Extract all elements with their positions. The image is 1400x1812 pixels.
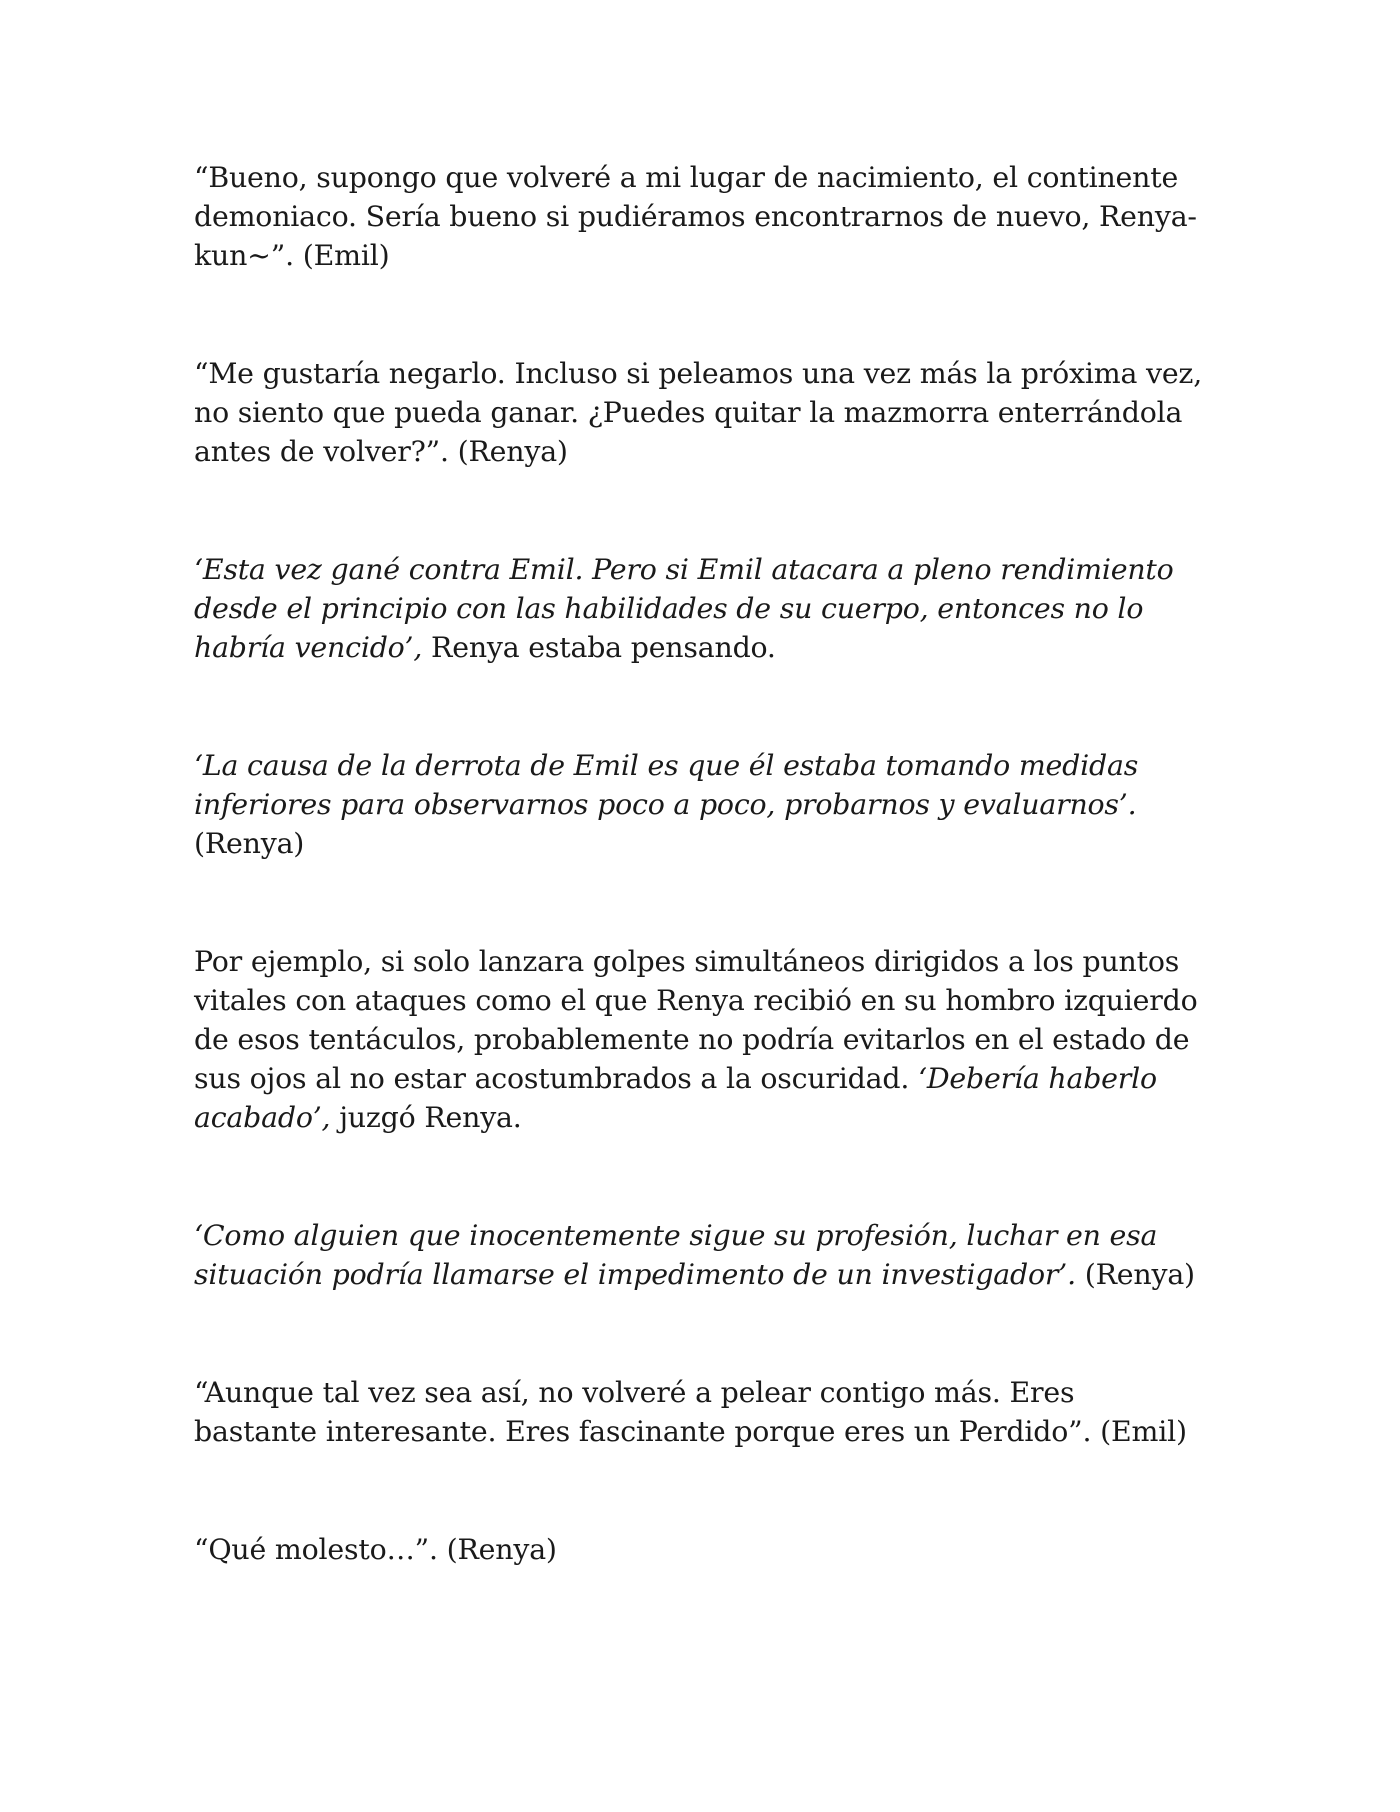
paragraph <box>194 1530 1204 1569</box>
italic-thought: ‘Debería haberlo acabado’, <box>194 1062 1157 1134</box>
text-run: “Aunque tal vez sea así, no volveré a pelear contigo más. Eres bastante interesante. Eres fascinante porque eres un Perdido”. (Emil) <box>194 1376 1187 1448</box>
text-run: (Renya) <box>1075 1258 1195 1291</box>
paragraph <box>194 550 1204 667</box>
italic-thought: ‘La causa de la derrota de Emil es que él estaba tomando medidas inferiores para observarnos poco a poco, probarnos y evaluarnos’. <box>194 749 1139 821</box>
text-run: “Me gustaría negarlo. Incluso si peleamos una vez más la próxima vez, no siento que pueda ganar. ¿Puedes quitar la mazmorra enterrándola antes de volver?”. (Renya) <box>194 357 1203 468</box>
paragraph <box>194 1373 1204 1451</box>
text-run: Por ejemplo, si solo lanzara golpes simultáneos dirigidos a los puntos vitales con ataques como el que Renya recibió en su hombro izquierdo de esos tentáculos, probablemente no podría evitarlos en el estado de sus ojos al no estar acostumbrados a la oscuridad. <box>194 945 1198 1095</box>
text-run: Renya estaba pensando. <box>422 631 776 664</box>
text-run: (Renya) <box>194 827 305 860</box>
italic-thought: ‘Como alguien que inocentemente sigue su profesión, luchar en esa situación podría llamarse el impedimento de un investigador’. <box>194 1219 1158 1291</box>
paragraph <box>194 746 1204 863</box>
paragraph <box>194 942 1204 1137</box>
italic-thought: ‘Esta vez gané contra Emil. Pero si Emil atacara a pleno rendimiento desde el principio con las habilidades de su cuerpo, entonces no lo habría vencido’, <box>194 553 1174 664</box>
document-body <box>194 158 1204 1569</box>
paragraph <box>194 158 1204 275</box>
text-run: “Qué molesto…”. (Renya) <box>194 1533 557 1566</box>
text-run: juzgó Renya. <box>330 1101 522 1134</box>
paragraph <box>194 354 1204 471</box>
paragraph <box>194 1216 1204 1294</box>
text-run: “Bueno, supongo que volveré a mi lugar de nacimiento, el continente demoniaco. Sería bueno si pudiéramos encontrarnos de nuevo, Renya-kun~”. (Emil) <box>194 161 1197 272</box>
